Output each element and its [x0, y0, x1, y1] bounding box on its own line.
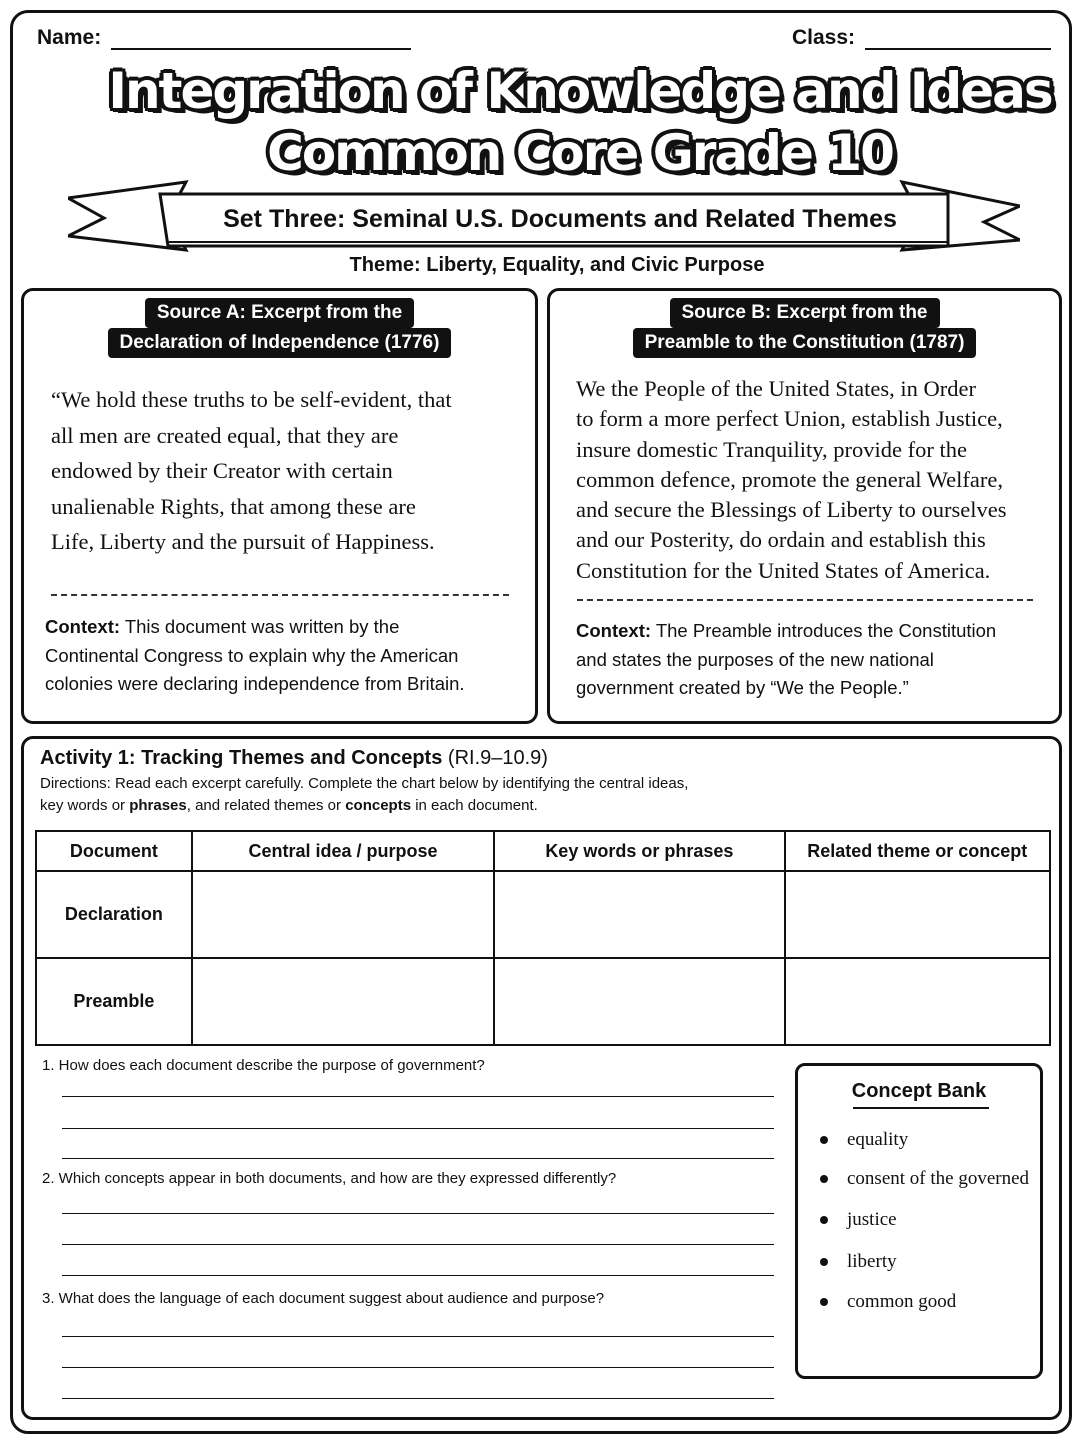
quote-line: endowed by their Creator with certain: [51, 458, 393, 483]
context-label: Context:: [576, 620, 652, 641]
answer-cell[interactable]: [192, 871, 494, 958]
quote-line: and our Posterity, do ordain and establish this: [576, 527, 986, 553]
context-text: colonies were declaring independence from Britain.: [45, 673, 465, 694]
worksheet-title-line2: Common Core Grade 10: [267, 124, 893, 182]
answer-line[interactable]: [62, 1336, 774, 1337]
bullet-icon: [820, 1175, 828, 1183]
divider: [577, 599, 1033, 601]
quote-line: unalienable Rights, that among these are: [51, 493, 416, 519]
context-label: Context:: [45, 616, 121, 637]
divider: [51, 594, 509, 596]
question-1: 1. How does each document describe the purpose of government?: [42, 1057, 485, 1074]
answer-cell[interactable]: [192, 958, 494, 1045]
list-item: [820, 1291, 956, 1313]
concept-bank-underline: [853, 1107, 989, 1109]
answer-line[interactable]: [62, 1398, 774, 1399]
quote-line: common defence, promote the general Welfare,: [576, 466, 1003, 492]
directions-emphasis: concepts: [345, 797, 412, 814]
name-label: Name:: [37, 26, 102, 49]
directions-text: in each document.: [411, 797, 538, 814]
class-field[interactable]: [792, 26, 1051, 50]
row-header: Preamble: [36, 958, 192, 1045]
source-b-label-line2-wrap: [550, 328, 1059, 358]
chart-header-row: [36, 831, 1050, 871]
bullet-icon: [820, 1258, 828, 1266]
source-b-label-line2: Preamble to the Constitution (1787): [633, 328, 977, 358]
question-3: 3. What does the language of each document suggest about audience and purpose?: [42, 1290, 605, 1307]
column-header: Key words or phrases: [494, 831, 784, 871]
concept-text: liberty: [847, 1251, 897, 1272]
answer-line[interactable]: [62, 1275, 774, 1276]
table-row: [36, 871, 1050, 958]
directions-text: key words or: [40, 797, 130, 814]
bullet-icon: [820, 1216, 828, 1224]
concept-text: consent of the governed: [847, 1168, 1030, 1189]
activity-title: [40, 747, 548, 770]
directions-text: , and related themes or: [186, 797, 346, 814]
worksheet-title-line1: Integration of Knowledge and Ideas: [108, 62, 1052, 120]
bullet-icon: [820, 1298, 828, 1306]
context-text: The Preamble introduces the Constitution: [651, 620, 997, 641]
answer-line[interactable]: [62, 1128, 774, 1129]
source-a-label-line1-wrap: [24, 298, 535, 328]
answer-line[interactable]: [62, 1244, 774, 1245]
source-a-context: [45, 613, 525, 699]
answer-cell[interactable]: [494, 958, 784, 1045]
concept-bank-title: Concept Bank: [851, 1080, 987, 1102]
directions: [40, 773, 800, 817]
source-b-panel: [547, 288, 1062, 724]
context-text: government created by “We the People.”: [576, 677, 909, 698]
activity-panel: [21, 736, 1062, 1420]
list-item: [820, 1209, 897, 1231]
bullet-icon: [820, 1136, 828, 1144]
source-a-quote: [51, 382, 521, 560]
quote-line: Life, Liberty and the pursuit of Happiness.: [51, 529, 435, 554]
activity-title-text: Activity 1: Tracking Themes and Concepts: [40, 747, 443, 769]
question-2: 2. Which concepts appear in both documents, and how are they expressed differently?: [42, 1170, 617, 1187]
theme-line: Theme: Liberty, Equality, and Civic Purpose: [349, 254, 765, 276]
source-a-label-line1: Source A: Excerpt from the: [145, 298, 414, 328]
name-field[interactable]: [37, 26, 411, 50]
answer-cell[interactable]: [785, 958, 1050, 1045]
concept-text: equality: [847, 1129, 909, 1150]
tracking-chart: [35, 830, 1051, 1046]
quote-line: all men are created equal, that they are: [51, 422, 399, 448]
answer-line[interactable]: [62, 1158, 774, 1159]
directions-line: Directions: Read each excerpt carefully. Complete the chart below by identifying the central ideas,: [40, 775, 689, 792]
concept-bank: [795, 1063, 1043, 1379]
source-b-label-line1-wrap: [550, 298, 1059, 328]
column-header: Document: [36, 831, 192, 871]
context-text: This document was written by the: [120, 616, 400, 637]
name-blank[interactable]: [111, 26, 411, 50]
row-header: Declaration: [36, 871, 192, 958]
source-b-quote: [576, 374, 1046, 586]
list-item: [820, 1251, 897, 1273]
source-b-context: [576, 617, 1046, 703]
list-item: [820, 1168, 1029, 1190]
context-text: and states the purposes of the new national: [576, 648, 934, 670]
answer-line[interactable]: [62, 1213, 774, 1214]
answer-cell[interactable]: [494, 871, 784, 958]
answer-line[interactable]: [62, 1367, 774, 1368]
class-label: Class:: [792, 26, 856, 49]
answer-cell[interactable]: [785, 871, 1050, 958]
answer-line[interactable]: [62, 1096, 774, 1097]
directions-line: [40, 795, 800, 817]
context-text: Continental Congress to explain why the American: [45, 644, 459, 666]
source-b-label-line1: Source B: Excerpt from the: [670, 298, 940, 328]
concept-text: common good: [847, 1291, 957, 1312]
class-blank[interactable]: [865, 26, 1051, 50]
quote-line: Constitution for the United States of America.: [576, 557, 991, 583]
concept-text: justice: [847, 1209, 897, 1230]
directions-emphasis: phrases: [129, 797, 187, 814]
quote-line: We the People of the United States, in Order: [576, 376, 976, 401]
source-a-panel: [21, 288, 538, 724]
quote-line: and secure the Blessings of Liberty to ourselves: [576, 497, 1007, 523]
source-a-label-line2-wrap: [24, 328, 535, 358]
source-a-label-line2: Declaration of Independence (1776): [108, 328, 452, 358]
set-title: Set Three: Seminal U.S. Documents and Related Themes: [223, 205, 897, 233]
column-header: Related theme or concept: [785, 831, 1050, 871]
table-row: [36, 958, 1050, 1045]
quote-line: to form a more perfect Union, establish Justice,: [576, 406, 1003, 432]
list-item: [820, 1129, 908, 1151]
activity-standard: (RI.9–10.9): [447, 747, 548, 769]
quote-line: insure domestic Tranquility, provide for the: [576, 436, 967, 462]
column-header: Central idea / purpose: [192, 831, 494, 871]
quote-line: “We hold these truths to be self-evident, that: [51, 387, 452, 412]
